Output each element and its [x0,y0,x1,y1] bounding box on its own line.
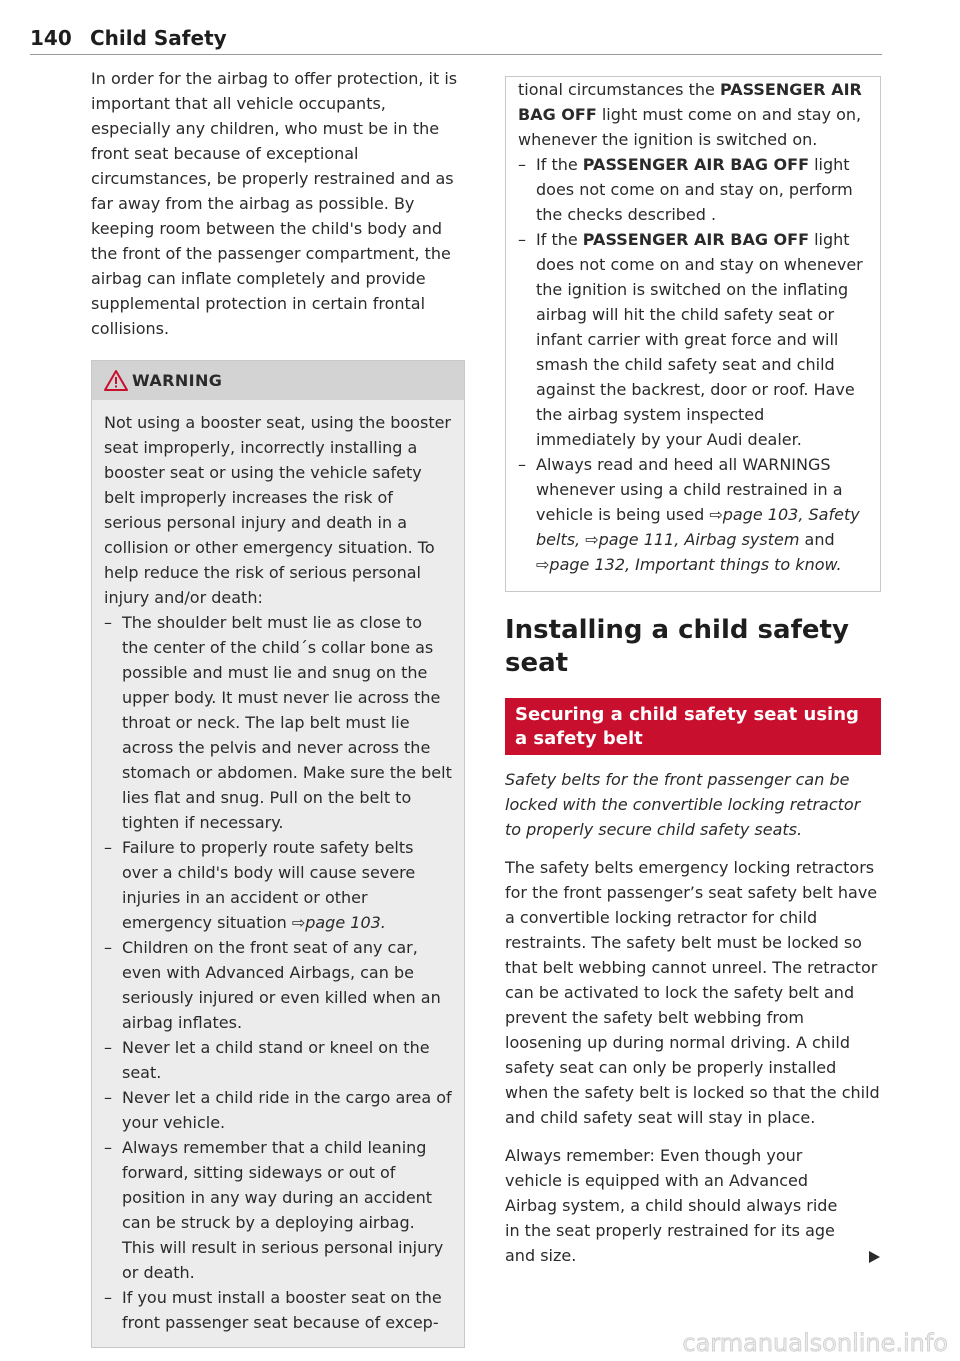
list-item: – The shoulder belt must lie as close to the center of the child´s collar bone as possible and must lie and snug on the upper body. It must never lie across the throat or neck. The lap belt must lie across the pelvis and never across the stomach or abdomen. Make sure the belt lies flat and snug. Pull on the belt to tighten if necessary. [104,610,452,835]
left-column [91,66,465,1348]
list-item [104,835,452,935]
page-reference-link[interactable]: ⇨page 103. [291,913,386,932]
header-divider [30,54,882,55]
chapter-title: Child Safety [90,26,227,50]
warning-triangle-icon [104,369,128,391]
page-reference-link[interactable]: ⇨page 103, Safety belts, [536,505,860,549]
continuation-list [518,152,868,577]
watermark [0,1322,960,1361]
watermark-text: carmanualsonline.info [682,1329,948,1357]
warning-title: WARNING [132,371,223,390]
continue-arrow-icon [867,1250,881,1264]
warning-body [92,400,464,1347]
body-paragraph: Always remember: Even though your vehicle is equipped with an Advanced Airbag system, a child should always ride in the seat properly restrained for its age and size. [505,1146,838,1265]
list-item: – Never let a child stand or kneel on the seat. [104,1035,452,1085]
right-column [505,76,881,1268]
page-reference-link[interactable]: ⇨page 111, Airbag system [585,530,800,549]
page-reference-link[interactable]: ⇨page 132, Important things to know. [536,555,842,574]
indicator-name: PASSENGER AIR BAG OFF [582,230,810,249]
list-item: – Children on the front seat of any car, even with Advanced Airbags, can be seriously injured or even killed when an airbag inflates. [104,935,452,1035]
body-paragraph: The safety belts emergency locking retractors for the front passenger’s seat safety belt have a convertible locking retractor for child restraints. The safety belt must be locked so that belt webbing cannot unreel. The retractor can be activated to lock the safety belt and prevent the safety belt webbing from loosening up during normal driving. A child safety seat can only be properly installed when the safety belt is locked so that the child and child safety seat will stay in place. [505,858,880,1127]
arrow-right-icon: ⇨ [536,555,550,574]
list-item: – If you must install a booster seat on the front passenger seat because of excep- [104,1285,452,1335]
list-item: – If the PASSENGER AIR BAG OFF light does not come on and stay on whenever the ignition is switched on the inflating airbag will hit the child safety seat or infant carrier with great force and will smash the child safety seat and child against the backrest, door or roof. Have the airbag system inspected immediately by your Audi dealer. [518,227,868,452]
section-heading: Installing a child safety seat [505,615,849,678]
page-number: 140 [30,26,72,50]
warning-header [92,361,464,400]
list-item: – If the PASSENGER AIR BAG OFF light does not come on and stay on, perform the checks described . [518,152,868,227]
list-item: – Always remember that a child leaning forward, sitting sideways or out of position in any way during an accident can be struck by a deploying airbag. This will result in serious personal injury or death. [104,1135,452,1285]
lead-paragraph: Safety belts for the front passenger can be locked with the convertible locking retractor to properly secure child safety seats. [505,770,861,839]
failure-text: Failure to properly route safety belts over a child's body will cause severe injuries in an accident or other emergency situation [122,838,416,932]
warning-intro: Not using a booster seat, using the booster seat improperly, incorrectly installing a booster seat or using the vehicle safety belt improperly increases the risk of serious personal injury and death in a collision or other emergency situation. To help reduce the risk of serious personal injury and/or death: [104,413,452,607]
arrow-right-icon: ⇨ [291,913,306,932]
list-item: – Always read and heed all WARNINGS whenever using a child restrained in a vehicle is being used ⇨page 103, Safety belts, ⇨page 111, Airbag system and ⇨page 132, Important things to know. [518,452,868,577]
subsection-heading: Securing a child safety seat using a safety belt [505,698,881,755]
arrow-right-icon: ⇨ [585,530,599,549]
indicator-name: PASSENGER AIR BAG OFF [518,80,862,124]
page-header [30,20,882,56]
warning-box [91,360,465,1348]
warning-list [104,610,452,1335]
continuation-text: tional circumstances the PASSENGER AIR BAG OFF light must come on and stay on, whenever the ignition is switched on. [518,80,862,149]
intro-paragraph: In order for the airbag to offer protection, it is important that all vehicle occupants, especially any children, who must be in the front seat because of exceptional circumstances, be properly restrained and as far away from the airbag as possible. By keeping room between the child's body and the front of the passenger compartment, the airbag can inflate completely and provide supplemental protection in certain frontal collisions. [91,69,458,338]
indicator-name: PASSENGER AIR BAG OFF [582,155,810,174]
arrow-right-icon: ⇨ [709,505,723,524]
list-item: – Never let a child ride in the cargo area of your vehicle. [104,1085,452,1135]
warning-continuation-box [505,76,881,592]
